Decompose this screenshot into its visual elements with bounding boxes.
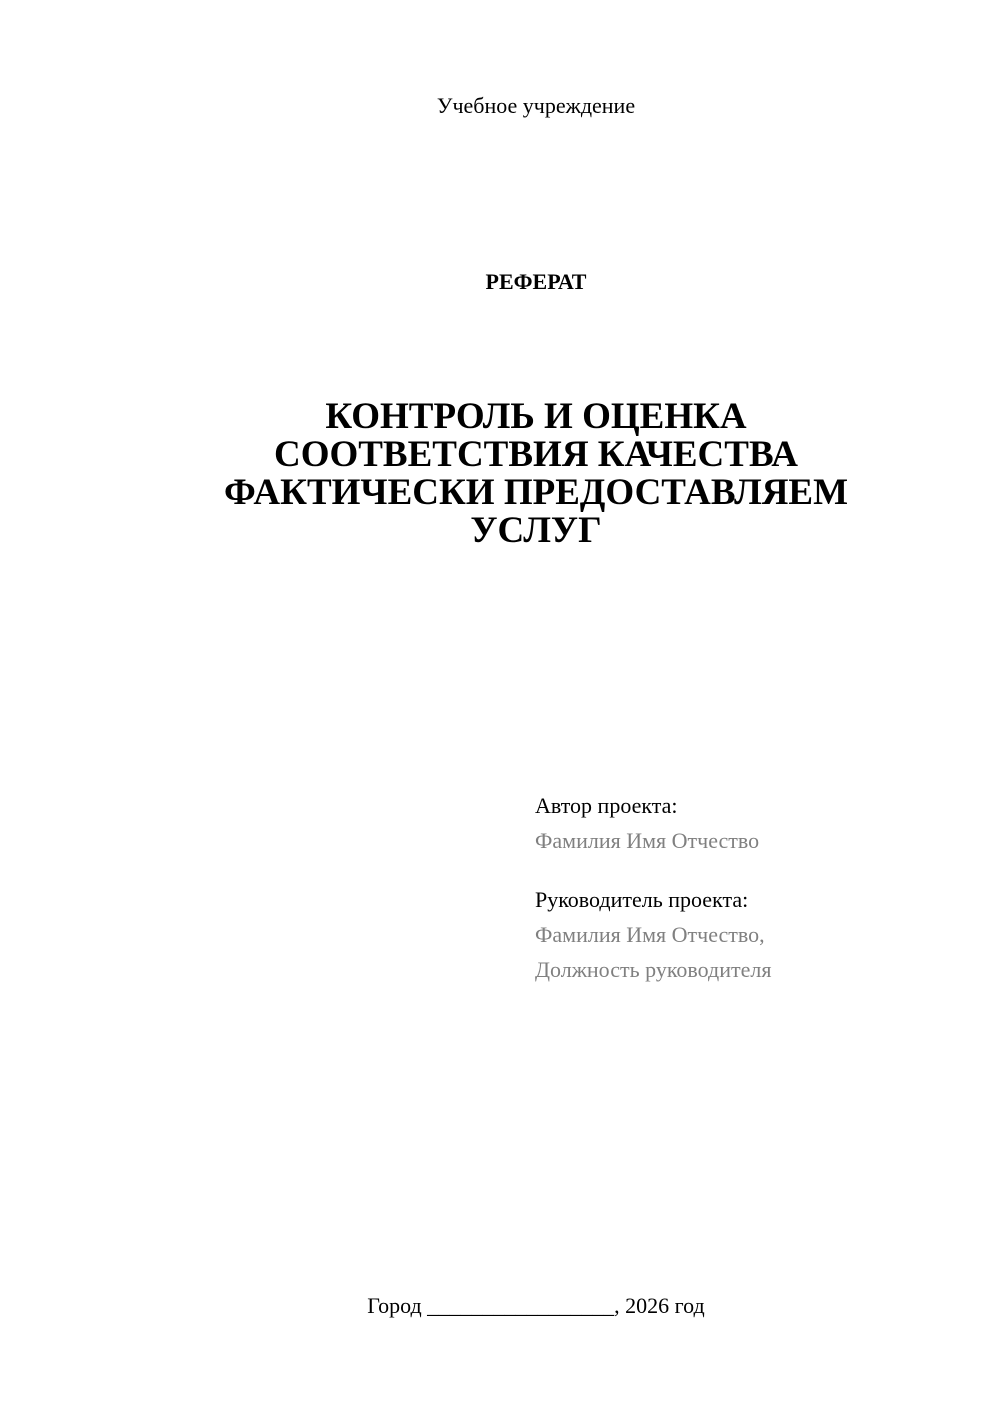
title-line: УСЛУГ bbox=[470, 510, 602, 551]
title-line: СООТВЕТСТВИЯ КАЧЕСТВА bbox=[273, 434, 799, 475]
project-info bbox=[535, 788, 975, 987]
author-block bbox=[535, 788, 975, 858]
supervisor-position: Должность руководителя bbox=[535, 957, 772, 982]
institution-name: Учебное учреждение bbox=[436, 93, 636, 118]
city-year-footer: Город _________________, 2026 год bbox=[367, 1293, 705, 1318]
document-type: РЕФЕРАТ bbox=[485, 269, 587, 294]
author-name: Фамилия Имя Отчество bbox=[535, 828, 760, 853]
title-line: ФАКТИЧЕСКИ ПРЕДОСТАВЛЯЕМ bbox=[223, 472, 849, 513]
supervisor-block bbox=[535, 882, 975, 987]
author-label: Автор проекта: bbox=[535, 793, 678, 818]
title-line: КОНТРОЛЬ И ОЦЕНКА bbox=[325, 396, 747, 437]
supervisor-name: Фамилия Имя Отчество, bbox=[535, 922, 765, 947]
document-title bbox=[170, 398, 902, 550]
supervisor-label: Руководитель проекта: bbox=[535, 887, 749, 912]
